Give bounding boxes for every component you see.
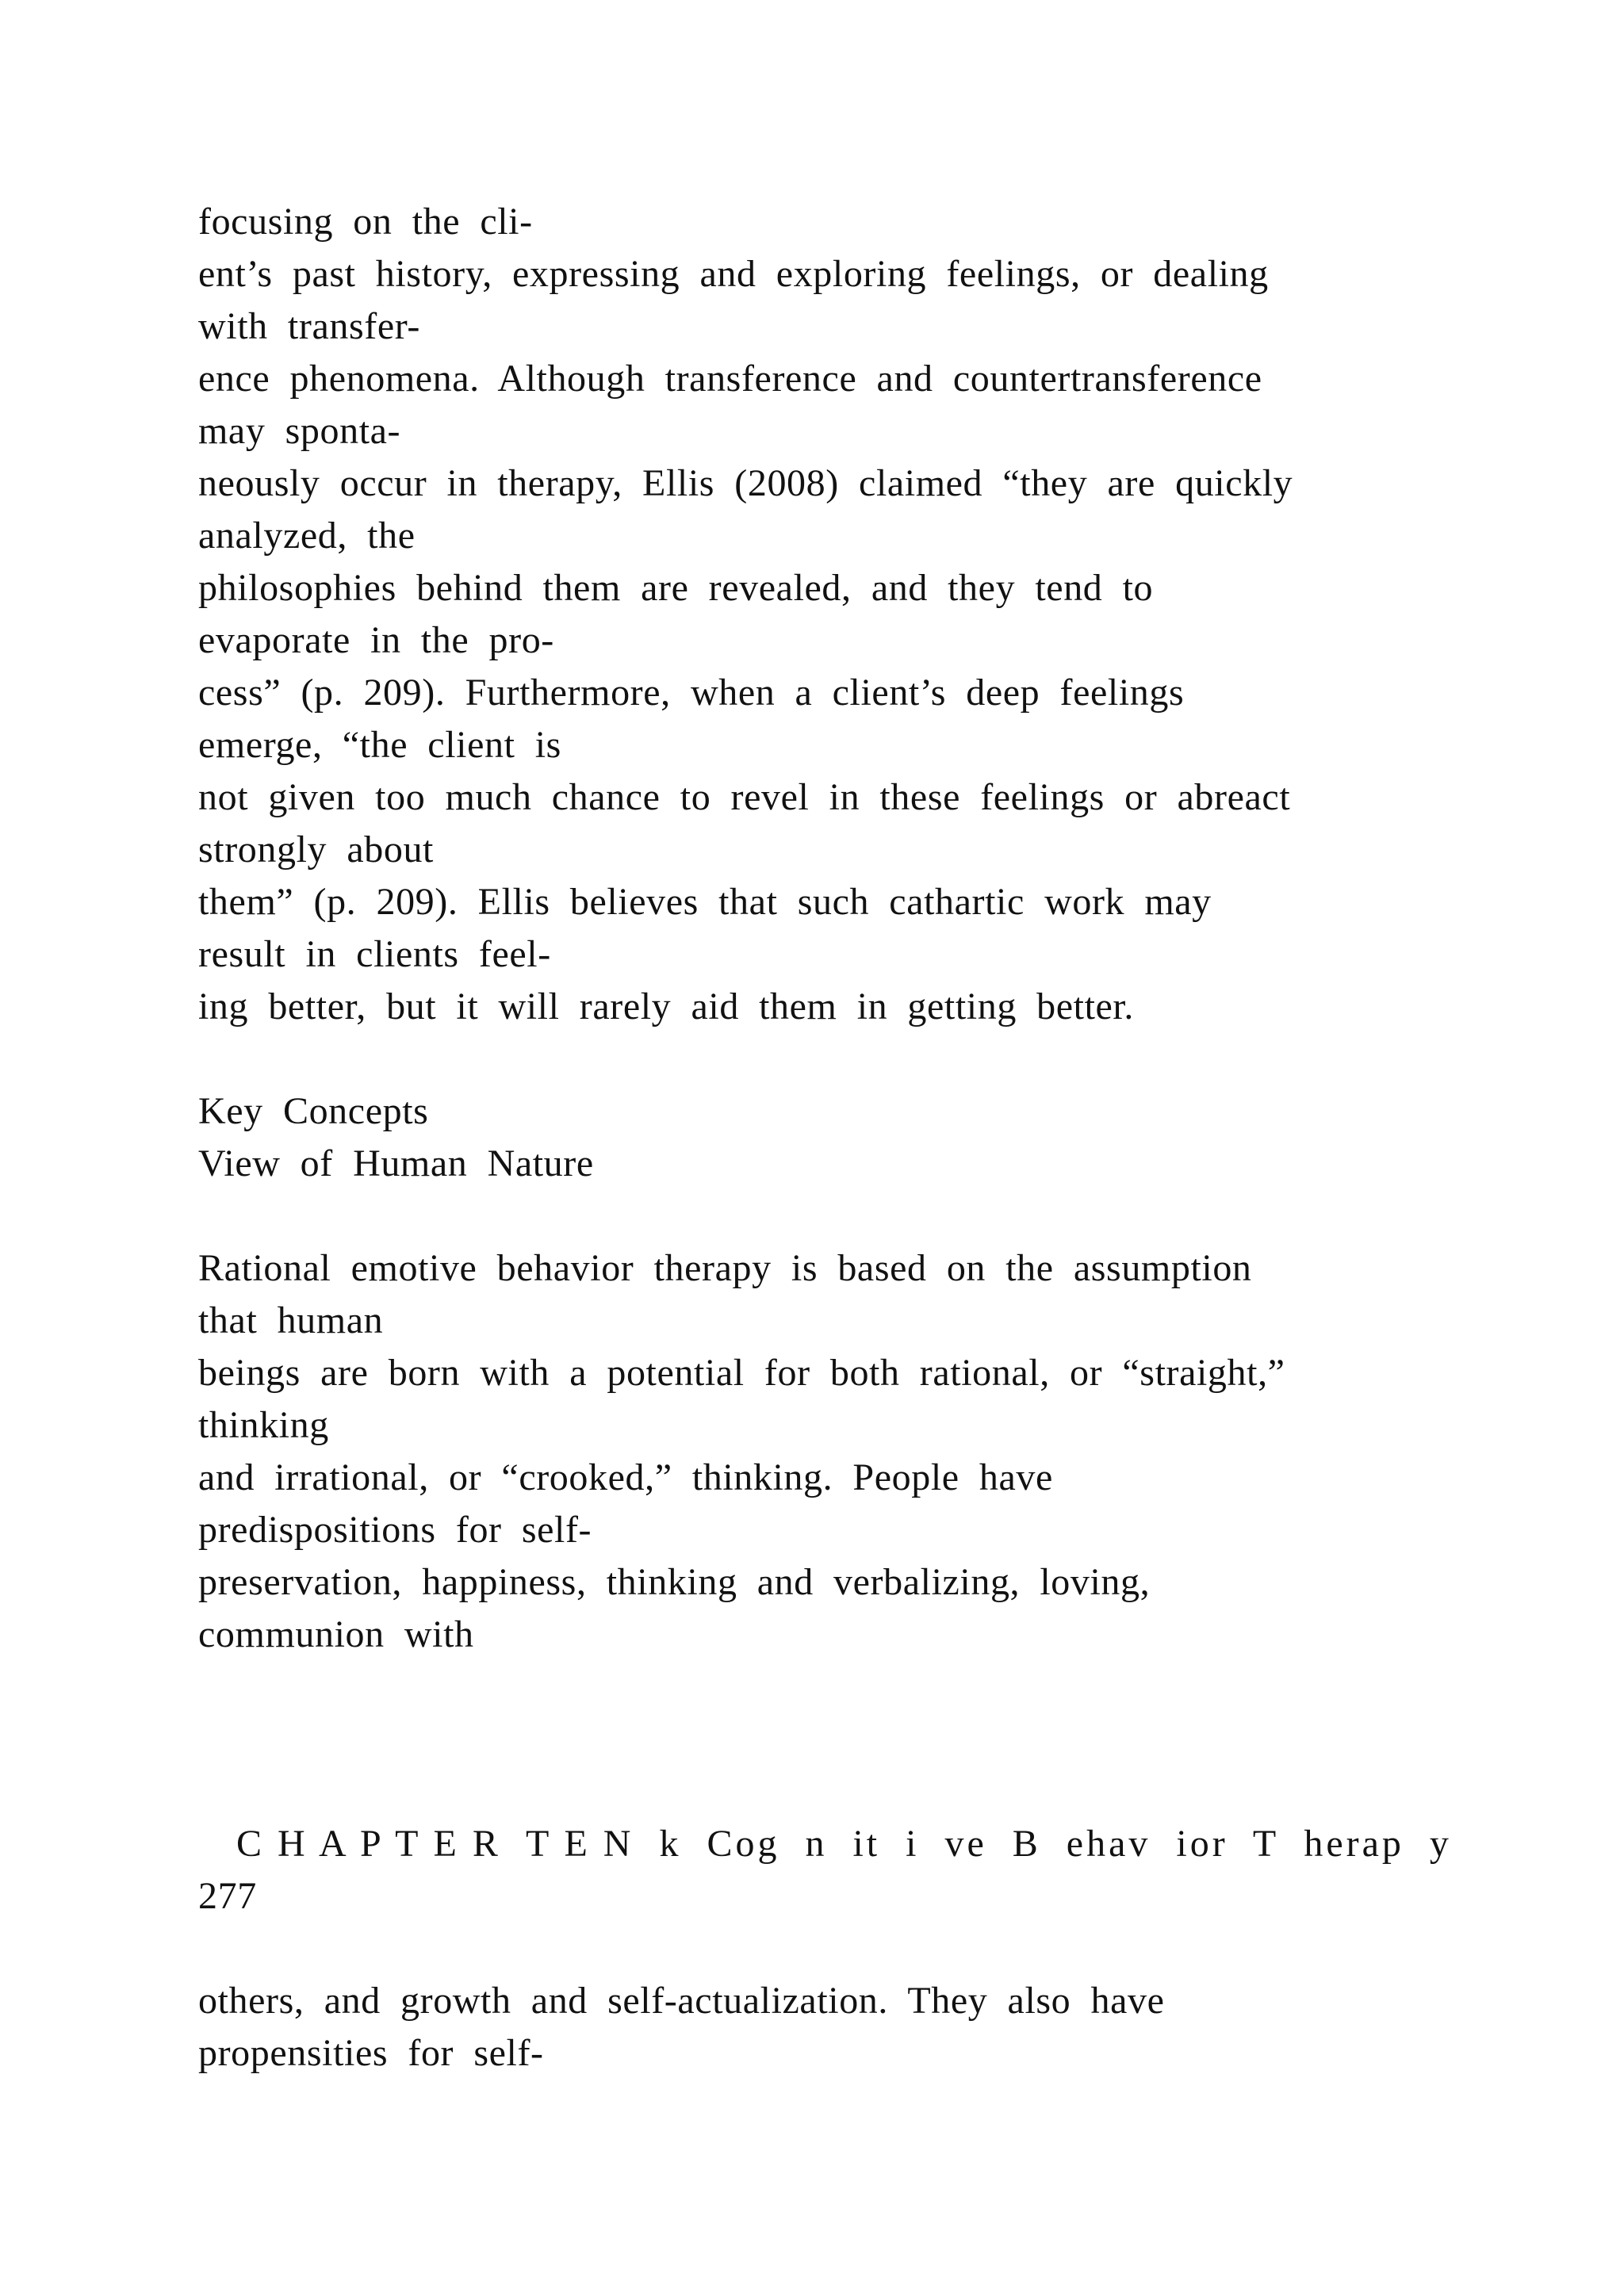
body-text-line: Rational emotive behavior therapy is based on the assumption	[198, 1247, 1252, 1289]
body-text-line: ence phenomena. Although transference and countertransference	[198, 358, 1262, 400]
body-text-line: result in clients feel-	[198, 933, 551, 975]
body-text-line: may sponta-	[198, 410, 401, 452]
body-text-line: that human	[198, 1299, 384, 1341]
body-text-line: analyzed, the	[198, 515, 416, 557]
body-text-line: strongly about	[198, 828, 434, 871]
body-text-line: them” (p. 209). Ellis believes that such cathartic work may	[198, 881, 1212, 923]
page-number: 277	[198, 1875, 257, 1917]
body-text-line: with transfer-	[198, 305, 420, 347]
body-text-line: others, and growth and self-actualization. They also have	[198, 1980, 1165, 2022]
body-text-line: propensities for self-	[198, 2032, 544, 2074]
section-heading: Key Concepts	[198, 1090, 429, 1132]
body-text-line: neously occur in therapy, Ellis (2008) claimed “they are quickly	[198, 462, 1293, 504]
body-text-line: communion with	[198, 1613, 474, 1655]
body-text-line: and irrational, or “crooked,” thinking. People have	[198, 1456, 1053, 1498]
running-header: C H A P T E R T E N k Cog n it i ve B ehav ior T herap y	[236, 1823, 1452, 1865]
body-text-line: preservation, happiness, thinking and verbalizing, loving,	[198, 1561, 1151, 1603]
subsection-heading: View of Human Nature	[198, 1142, 594, 1184]
body-text-line: evaporate in the pro-	[198, 619, 554, 661]
body-text-line: beings are born with a potential for both rational, or “straight,”	[198, 1352, 1285, 1394]
body-text-line: not given too much chance to revel in these feelings or abreact	[198, 776, 1291, 818]
body-text-line: ing better, but it will rarely aid them in getting better.	[198, 985, 1134, 1027]
body-text-line: predispositions for self-	[198, 1509, 592, 1551]
body-text-line: emerge, “the client is	[198, 724, 561, 766]
body-text-line: thinking	[198, 1404, 329, 1446]
body-text-line: ent’s past history, expressing and exploring feelings, or dealing	[198, 253, 1269, 295]
body-text-line: focusing on the cli-	[198, 201, 533, 243]
body-text-line: philosophies behind them are revealed, and they tend to	[198, 567, 1154, 609]
body-text-line: cess” (p. 209). Furthermore, when a client’s deep feelings	[198, 672, 1185, 714]
